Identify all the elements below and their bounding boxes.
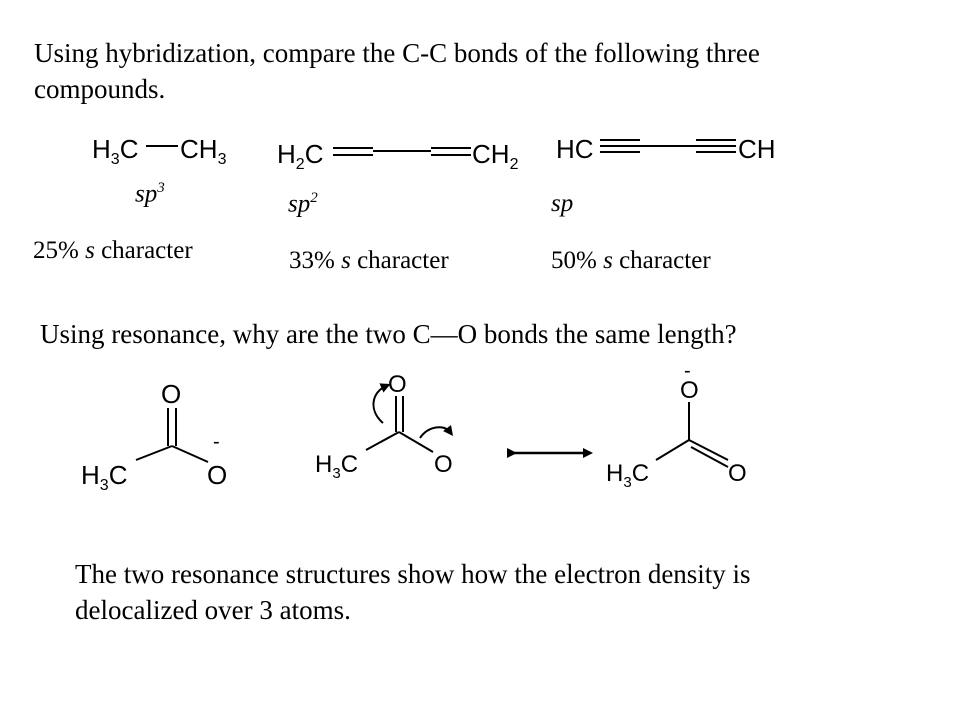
question-1-line-1: Using hybridization, compare the C-C bonds of the following three	[34, 38, 760, 68]
ethane-structure	[92, 134, 227, 168]
conclusion-line-2: delocalized over 3 atoms.	[75, 595, 351, 625]
acetate-3-methyl: $H_3C$	[606, 460, 650, 491]
acetate-structure-3	[606, 360, 747, 491]
ethane-left-group: $H_3C$	[92, 134, 139, 168]
question-1-line-2: compounds.	[34, 74, 166, 104]
hybridization-label-sp3: $sp^3$	[135, 180, 165, 208]
acetate-1-oxygen: O	[207, 460, 228, 490]
s-character-ethylene: 33% s character	[289, 247, 449, 274]
ethane-right-group: $CH_3$	[180, 134, 227, 168]
acetate-2-oxygen: O	[434, 451, 453, 478]
ethylene-structure	[277, 139, 519, 173]
curved-arrow-2	[420, 427, 450, 438]
acetate-2-carbonyl-o: O	[388, 371, 407, 398]
s-character-acetylene: 50% s character	[551, 247, 711, 274]
ethylene-left-group: $H_2C$	[277, 139, 324, 173]
ethylene-right-group: $CH_2$	[472, 139, 519, 173]
acetate-3-charge: -	[684, 360, 691, 382]
acetylene-left-group: HC	[556, 134, 594, 164]
acetate-1-carbonyl-o: O	[161, 379, 182, 409]
conclusion-line-1: The two resonance structures show how the electron density is	[75, 559, 751, 589]
acetate-structure-2	[315, 371, 453, 482]
acetate-3-oxygen: O	[728, 460, 747, 487]
question-2: Using resonance, why are the two C—O bonds the same length?	[40, 319, 737, 349]
acetate-1-methyl: $H_3C$	[81, 460, 128, 494]
acetate-2-methyl: $H_3C$	[315, 451, 359, 482]
acetate-1-charge: -	[213, 431, 220, 453]
acetylene-structure	[556, 134, 776, 164]
s-character-ethane: 25% s character	[33, 237, 193, 264]
hybridization-label-sp: sp	[551, 190, 574, 217]
acetylene-right-group: CH	[738, 134, 776, 164]
hybridization-label-sp2: $sp^2$	[288, 190, 318, 218]
curved-arrow-1	[373, 386, 386, 423]
acetate-structure-1	[81, 379, 227, 494]
acetate-3-top-o: O	[680, 377, 699, 404]
